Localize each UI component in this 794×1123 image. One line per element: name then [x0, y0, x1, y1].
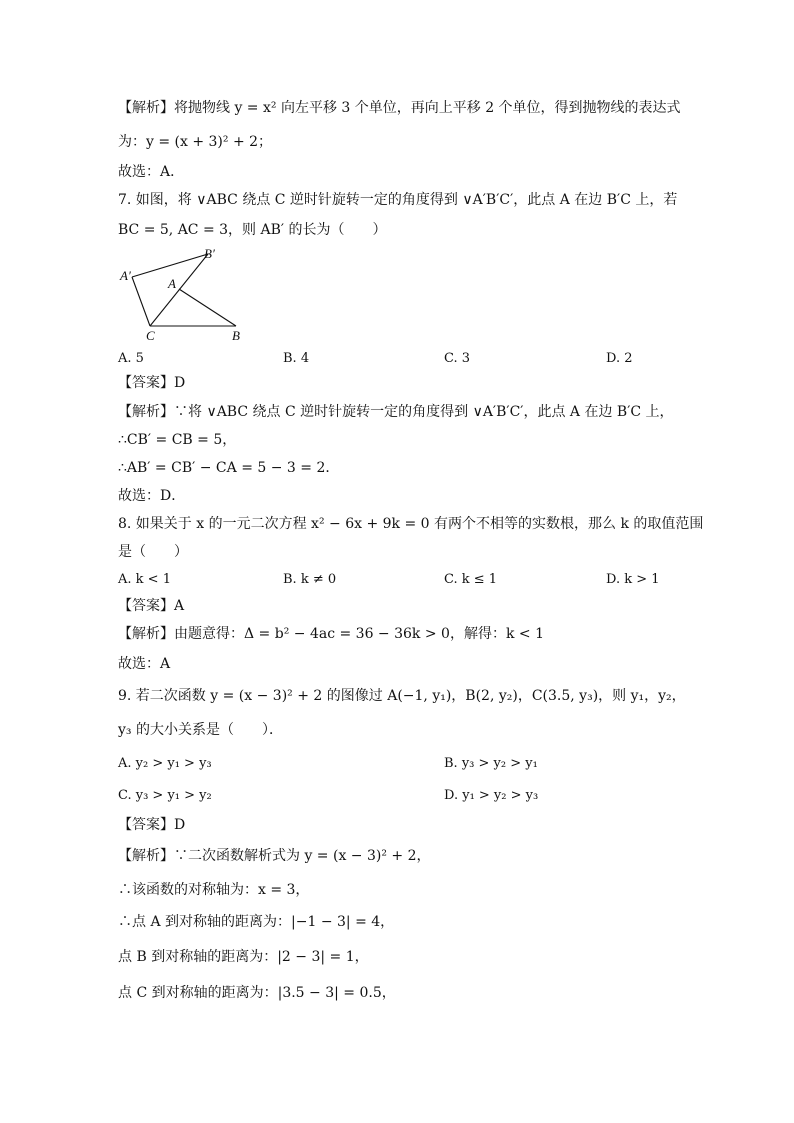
- q8-option-b: B. k ≠ 0: [283, 572, 337, 587]
- q7-option-c: C. 3: [444, 351, 471, 366]
- q9-option-c: C. y₃ > y₁ > y₂: [118, 788, 212, 803]
- question-8-line-1: 8. 如果关于 x 的一元二次方程 x² − 6x + 9k = 0 有两个不相等的实数根，那么 k 的取值范围: [118, 516, 704, 532]
- q8-option-d: D. k > 1: [606, 572, 660, 587]
- question-7-line-2: BC = 5, AC = 3，则 AB′ 的长为（ ）: [118, 222, 387, 238]
- question-7-answer: 【答案】D: [118, 375, 186, 391]
- triangle-rotation-figure: [112, 242, 262, 346]
- edge-a-prime-b-prime: [132, 254, 208, 277]
- label-b-prime: B′: [204, 246, 215, 261]
- solution-9-line-3: ∴点 A 到对称轴的距离为：|−1 − 3| = 4，: [118, 914, 395, 930]
- label-a: A: [168, 276, 176, 291]
- solution-9-line-2: ∴该函数的对称轴为：x = 3，: [118, 882, 310, 898]
- solution-6-conclusion: 故选：A．: [118, 164, 185, 180]
- q9-option-d: D. y₁ > y₂ > y₃: [444, 788, 539, 803]
- question-9-line-2: y₃ 的大小关系是（ ）．: [118, 722, 283, 738]
- solution-8-line-1: 【解析】由题意得：Δ = b² − 4ac = 36 − 36k > 0，解得：k < 1: [118, 626, 544, 642]
- edge-a-b: [179, 289, 236, 326]
- question-7-line-1: 7. 如图，将 ∨ABC 绕点 C 逆时针旋转一定的角度得到 ∨A′B′C′，此点 A 在边 B′C 上，若: [118, 192, 678, 208]
- q9-option-a: A. y₂ > y₁ > y₃: [118, 756, 212, 771]
- edge-c-b-prime: [150, 254, 208, 326]
- question-9-line-1: 9. 若二次函数 y = (x − 3)² + 2 的图像过 A(−1, y₁)，B(2, y₂)，C(3.5, y₃)，则 y₁，y₂，: [118, 688, 686, 704]
- q7-option-b: B. 4: [283, 351, 310, 366]
- q9-option-b: B. y₃ > y₂ > y₁: [444, 756, 538, 771]
- solution-6-line-2: 为：y = (x + 3)² + 2；: [118, 134, 273, 150]
- solution-6-line-1: 【解析】将抛物线 y = x² 向左平移 3 个单位，再向上平移 2 个单位，得到抛物线的表达式: [118, 100, 681, 116]
- solution-7-line-3: ∴AB′ = CB′ − CA = 5 − 3 = 2．: [118, 460, 340, 476]
- solution-7-conclusion: 故选：D．: [118, 488, 186, 504]
- question-8-line-2: 是（ ）: [118, 544, 188, 560]
- edge-a-prime-c: [132, 277, 150, 326]
- q7-option-a: A. 5: [118, 351, 144, 366]
- solution-9-line-4: 点 B 到对称轴的距离为：|2 − 3| = 1，: [118, 949, 369, 965]
- solution-7-line-2: ∴CB′ = CB = 5，: [118, 432, 237, 448]
- q8-option-a: A. k < 1: [118, 572, 171, 587]
- question-8-answer: 【答案】A: [118, 598, 185, 614]
- solution-7-line-1: 【解析】∵将 ∨ABC 绕点 C 逆时针旋转一定的角度得到 ∨A′B′C′，此点 A 在边 B′C 上，: [118, 404, 674, 420]
- q8-option-c: C. k ≤ 1: [444, 572, 498, 587]
- solution-8-conclusion: 故选：A: [118, 656, 171, 672]
- label-c: C: [146, 328, 155, 343]
- question-9-answer: 【答案】D: [118, 817, 186, 833]
- solution-9-line-1: 【解析】∵二次函数解析式为 y = (x − 3)² + 2，: [118, 848, 431, 864]
- label-b: B: [232, 328, 240, 343]
- solution-9-line-5: 点 C 到对称轴的距离为：|3.5 − 3| = 0.5，: [118, 985, 396, 1001]
- q7-option-d: D. 2: [606, 351, 633, 366]
- label-a-prime: A′: [120, 268, 131, 283]
